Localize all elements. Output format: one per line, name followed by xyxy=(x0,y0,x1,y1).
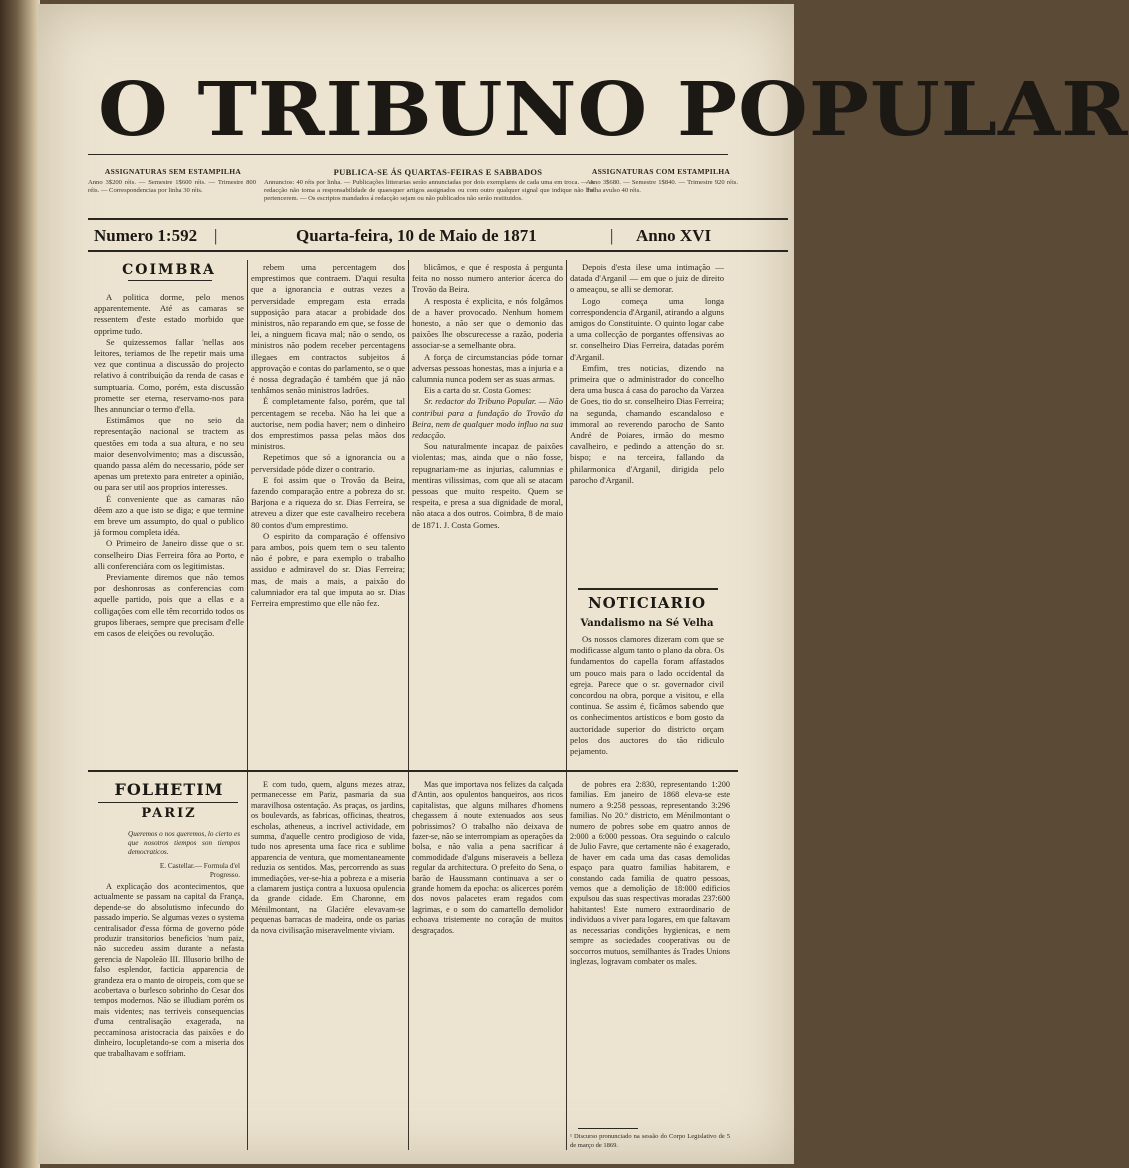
issue-rule-top xyxy=(88,218,788,220)
subscription-right-text: Anno 3$680. — Semestre 1$840. — Trimestre 920 réis. Folha avulso 40 réis. xyxy=(586,179,738,194)
issue-date: Quarta-feira, 10 de Maio de 1871 xyxy=(296,226,537,245)
masthead-title: O TRIBUNO POPULAR xyxy=(98,65,1129,153)
folhetim-col-4: de pobres era 2:830, representando 1:200 familias. Em janeiro de 1868 eleva-se este numero a 9:258 pessoas, representando 3:296 familias. No 20.º districto, em Ménilmontant o numero de pobres sobe em quatro annos de 2:000 a 6:000 pessoas. Ora seguindo o calculo de Julio Favre, que certamente não é exagerado, de haver em cada uma das casas demolidas espaço para quatro familias habitarem, e constando cada familia de quatro pessoas, vemos que a demolição de 18:000 edificios expulsou das suas respectivas moradas 237:600 habitantes! Este numero extraordinario de individuos a viver para logares, em que faltavam as necessarias condições hygienicas, e nem sempre as sociedades cooperativas ou de soccorros mutuos, semilhantes ás Trades Unions inglezas, logravam combater os males. xyxy=(570,780,730,966)
publication-days: PUBLICA-SE ÁS QUARTAS-FEIRAS E SABBADOS xyxy=(333,167,543,177)
epigraph-source: E. Castellar.— Formula d'el Progresso. xyxy=(159,862,240,879)
column-4-news-text: Os nossos clamores dizeram com que se modificasse algum tanto o plano da obra. Os fundamentos do capella foram affastados um pouco mais para o lado occidental da egreja. Parece que o sr. governador civil concordou na obra, porque a visitou, e ella continua. Se assim é, ficâmos sabendo que os conhecimentos artisticos e bom gosto da auctoridade superior do districto orçam pelos dos auctores do tão ridiculo pejamento. xyxy=(570,634,724,757)
issue-number: Numero 1:592 xyxy=(94,226,198,245)
newspaper-page: O TRIBUNO POPULAR ASSIGNATURAS SEM ESTAMPILHA Anno 3$200 réis. — Semestre 1$600 réis. — Trimestre 800 réis. — Correspondencias por linha 30 réis. PUBLICA-SE ÁS QUARTAS-FEIRAS E SABBADOS Annuncios: 40 réis por linha. — Publicações litterarias serão annunciadas por dois exemplares de cada uma em troca. — A redacção não toma a responsabilidade de quaesquer artigos assignados ou com outro qualquer signal que indique não lhe pertencerem. — Os escriptos mandados á redacção sejam ou não publicados não serão restituidos. ASSIGNATURAS COM ESTAMPILHA Anno 3$680. — Semestre 1$840. — Trimestre 920 réis. Folha avulso 40 réis. Numero 1:592 | Quarta-feira, 10 de Maio de 1871 | Anno XVI COIMBRA A politica dorme, pelo menos apparentemente. Até as camaras se ressentem d'este estado morbido que opprime tudo. Se quizessemos fallar 'nellas aos leitores, teriamos de lhe repetir mais uma vez que continua a discussão do projecto relativo á contribuição da renda de casas e sumptuaria. Como, porém, esta discussão promette ser eterna, reservamo-nos para lhes annunciar o termo d'ella. Estimâmos que no seio da representação nacional se tractem as questões em toda a sua altura, e no seu maior desenvolvimento; mas a discussão, quando passa além do necessario, póde ser apenas um pretexto para entreter a opinião, ou para ser util aos proprios interesses. É conveniente que as camaras não dêem azo a que isto se diga; e que termine em breve um assumpto, do qual o publico já formou completa idéa. O Primeiro de Janeiro disse que o sr. conselheiro Dias Ferreira fôra ao Porto, e alli conferenciára com os legitimistas. Previamente diremos que não temos por deshonrosas as conferencias com aquelle partido, pois que a ellas e a colligações com elle têm recorrido todos os grupos liberaes, sempre que precisam d'elle em casos de eleições ou revolução. rebem uma percentagem dos emprestimos que contraem. D'aqui resulta que a ignorancia e outras vezes a perversidade empregam esta errada supposição para atacar a probidade dos ministros, não reparando em que, se fosse de lei, a ninguem ficava mal; não o sendo, os ministros não podem receber percentagens illegaes em contractos subjeitos á approvação e contas do parlamento, se o que é nossa degradação é também que já não tenhâmos senão ministros ladrões. É completamente falso, porém, que tal percentagem se receba. Não ha lei que a auctorise, nem podia haver; nem o dinheiro dos emprestimos passa pelas mãos dos ministros. Repetimos que só a ignorancia ou a perversidade póde dizer o contrario. E foi assim que o Trovão da Beira, fazendo comparação entre a pobreza do sr. Barjona e a riqueza do sr. Dias Ferreira, se atreveu a dizer que este cavalheiro recebera 80 contos d'um emprestimo. O espirito da comparação é offensivo para ambos, pois quem tem o seu talento não é pobre, e para exemplo o trabalho assiduo e admiravel do sr. Dias Ferreira; mas, de mais a mais, a paixão do calumniador era tal que imputa ao sr. Dias Ferreira emprestimo que elle não fez. blicâmos, e que é resposta á pergunta feita no nosso numero anterior ácerca do Trovão da Beira. A resposta é explicita, e nós folgâmos de a haver provocado. Nenhum homem honesto, a não ser que o demonio das paixões lhe obscurecesse a razão, poderia associar-se a semelhante obra. A força de circumstancias póde tornar adversas pessoas honestas, mas a injuria e a calumnia nunca podem ser as suas armas. Eis a carta do sr. Costa Gomes: Sr. redactor do Tribuno Popular. — Não contribui para a fundação do Trovão da Beira, nem de qualquer modo influo na sua redacção. Sou naturalmente incapaz de paixões violentas; mas, ainda que o não fosse, repugnariam-me as injurias, calumnias e mentiras vilissimas, com que ali se atacam pessoas que muito respeito. Quem se respeita, e presa a sua dignidade de moral, não ataca a dos outros. Coimbra, 8 de maio de 1871. J. Costa Gomes. Depois d'esta ilese uma intimação — datada d'Arganil — em que o juiz de direito o ameaçou, se alli se demorar. Logo começa uma longa correspondencia d'Arganil, atirando a alguns amigos do Constituinte. O quinto logar cabe a uma collecção de porgantes offensivas ao sr. conselheiro Dias Ferreira, datadas porém d'Arganil. Emfim, tres noticias, dizendo na primeira que o administrador do concelho dera uma busca á casa do parocho da Varzea de Goes, tio do sr. conselheiro Dias Ferreira; na segunda, chamando escandaloso e immoral ao reverendo parocho de Santo André de Poiares, irmão do mesmo cavalheiro, e pedindo a attenção do sr. bispo; e na terceira, fallando da philarmonica d'Arganil, dirigida pelo parocho d'Arganil. NOTICIARIO Vandalismo na Sé Velha Os nossos clamores dizeram com que se modificasse algum tanto o plano da obra. Os fundamentos do capella foram affastados um pouco mais para o lado occidental da egreja. Parece que o sr. governador civil concordou na obra, porque a visitou, e ella continua. Se assim é, ficâmos sabendo que os conhecimentos artisticos e bom gosto da auctoridade superior do districto orçam pelos dos auctores do tão ridiculo pejamento. FOLHETIM PARIZ Queremos o nos queremos, lo cierto es que nosotros tiempos son tiempos democraticos. E. Castellar.— Formula d'el Progresso. A explicação dos acontecimentos, que actualmente se passam na capital da França, depende-se do absolutismo infecundo do passado imperio. Se algumas vezes o systema centralisador d'essa fórma de governo póde produzir transitorios beneficios 'num paiz, não succedeu assim durante a nefasta gerencia de Napoleão III. Illusorio brilho de falso esplendor, facticia apparencia de grandeza era o manto de oiropeis, com que se acobertava o burlesco sobrinho do Cesar dos tempos modernos. Não se illudiam porém os mais videntes; nas terriveis consequencias d'uma centralisação exagerada, na peccaminosa aristocracia das paixões e do dinheiro, locupletando-se com a miseria dos que trabalhavam e soffriam. E com tudo, quem, alguns mezes atraz, permanecesse em Pariz, pasmaria da sua maravilhosa ostentação. As praças, os jardins, os boulevards, as fabricas, officinas, theatros, escholas, atheneus, a incrivel actividade, em summa, d'aquelle centro prodigioso de vida, tudo nos apresenta uma face rica e sublime apparencia de ventura, que momentaneamente reduzia os sentidos. Mas, percorrendo as suas immediações, ver-se-hia a pobreza e a miseria a clamarem justiça contra a luxuosa opulencia da grande cidade. Em Charonne, em Ménilmontant, na Glaciére elevavam-se pequenas barracas de madeira, onde os parias da nova civilisação miseravelmente viviam. Mas que importava nos felizes da calçada d'Antin, aos opulentos banqueiros, aos ricos capitalistas, que alguns milhares d'homens chegassem á noute extenuados aos seus pobrissimos? O trabalho não deixava de fazer-se, não se interrompiam as operações da bolsa, e não valia a pena sacrificar á commodidade d'alguns miseraveis a belleza regular da architectura. O prefeito do Sena, o barão de Haussmann continuava a ser o grande homem da epocha: os alicerces porém dos novos palacetes eram regados com lagrimas, e o som do camartello demolidor echoava tristemente no coração de muitos desgraçados. de pobres era 2:830, representando 1:200 familias. Em janeiro de 1868 eleva-se este numero a 9:258 pessoas, representando 3:296 familias. No 20.º districto, em Ménilmontant o numero de pobres sobe em quatro annos de 2:000 a 6:000 pessoas. Ora seguindo o calculo de Julio Favre, que certamente não é exagerado, de haver em cada uma das casas demolidas espaço para quatro familias habitarem, e constando cada familia de quatro pessoas, vemos que a demolição de 18:000 edificios expulsou das suas respectivas moradas 237:600 habitantes! Este numero extraordinario de individuos a viver para logares, em que faltavam as necessarias condições hygienicas, e nem sempre as sociedades cooperativas ou de soccorros mutuos, semilhantes ás Trades Unions inglezas, logravam combater os males. ¹ Discurso pronunciado na sessão do Corpo Legislativo de 5 de março de 1869. xyxy=(38,4,794,1164)
masthead-rule xyxy=(88,154,728,155)
column-1-text: A politica dorme, pelo menos apparentemente. Até as camaras se ressentem d'este estado morbido que opprime tudo. Se quizessemos fallar 'nellas aos leitores, teriamos de lhe repetir mais uma vez que continua a discussão do projecto relativo á contribuição da renda de casas e sumptuaria. Como, porém, esta discussão promette ser eterna, reservamo-nos para lhes annunciar o termo d'ella. Estimâmos que no seio da representação nacional se tractem as questões em toda a sua altura, e no seu maior desenvolvimento; mas a discussão, quando passa além do necessario, póde ser apenas um pretexto para entreter a opinião, ou para ser util aos proprios interesses. É conveniente que as camaras não dêem azo a que isto se diga; e que termine em breve um assumpto, do qual o publico já formou completa idéa. O Primeiro de Janeiro disse que o sr. conselheiro Dias Ferreira fôra ao Porto, e alli conferenciára com os legitimistas. Previamente diremos que não temos por deshonrosas as conferencias com aquelle partido, pois que a ellas e a colligações com elle têm recorrido todos os grupos liberaes, sempre que precisam d'elle em casos de eleições ou revolução. xyxy=(94,292,244,639)
issue-year: Anno XVI xyxy=(636,226,712,245)
issue-rule-bottom xyxy=(88,250,788,252)
section-coimbra: COIMBRA xyxy=(122,262,216,278)
advertising-terms: Annuncios: 40 réis por linha. — Publicações litterarias serão annunciadas por dois exemplares de cada uma em troca. — A redacção não toma a responsabilidade de quaesquer artigos assignados ou com outro qualquer signal que indique não lhe pertencerem. — Os escriptos mandados á redacção sejam ou não publicados não serão restituidos. xyxy=(264,179,594,202)
column-4-text: Depois d'esta ilese uma intimação — datada d'Arganil — em que o juiz de direito o ameaçou, se alli se demorar. Logo começa uma longa correspondencia d'Arganil, atirando a alguns amigos do Constituinte. O quinto logar cabe a uma collecção de porgantes offensivas ao sr. conselheiro Dias Ferreira, datadas porém d'Arganil. Emfim, tres noticias, dizendo na primeira que o administrador do concelho dera uma busca á casa do parocho da Varzea de Goes, tio do sr. conselheiro Dias Ferreira; na segunda, chamando escandaloso e immoral ao reverendo parocho de Santo André de Poiares, irmão do mesmo cavalheiro, e pedindo a attenção do sr. bispo; e na terceira, fallando da philarmonica d'Arganil, dirigida pelo parocho d'Arganil. xyxy=(570,262,724,485)
subscription-left-heading: ASSIGNATURAS SEM ESTAMPILHA xyxy=(104,167,242,176)
noticiario-subheading: Vandalismo na Sé Velha xyxy=(580,618,714,629)
column-3-text: blicâmos, e que é resposta á pergunta feita no nosso numero anterior ácerca do Trovão da Beira. A resposta é explicita, e nós folgâmos de a haver provocado. Nenhum homem honesto, a não ser que o demonio das paixões lhe obscurecesse a razão, poderia associar-se a semelhante obra. A força de circumstancias póde tornar adversas pessoas honestas, mas a injuria e a calumnia nunca podem ser as suas armas. Eis a carta do sr. Costa Gomes: Sr. redactor do Tribuno Popular. — Não contribui para a fundação do Trovão da Beira, nem de qualquer modo influo na sua redacção. Sou naturalmente incapaz de paixões violentas; mas, ainda que o não fosse, repugnariam-me as injurias, calumnias e mentiras vilissimas, com que ali se atacam pessoas que muito respeito. Quem se respeita, e presa a sua dignidade de moral, não ataca a dos outros. Coimbra, 8 de maio de 1871. J. Costa Gomes. xyxy=(412,262,563,530)
section-noticiario: NOTICIARIO xyxy=(587,594,707,612)
folhetim-col-3: Mas que importava nos felizes da calçada d'Antin, aos opulentos banqueiros, aos ricos capitalistas, que alguns milhares d'homens chegassem á noute extenuados aos seus pobrissimos? O trabalho não deixava de fazer-se, não se interrompiam as operações da bolsa, e não valia a pena sacrificar á commodidade d'alguns miseraveis a belleza regular da architectura. O prefeito do Sena, o barão de Haussmann continuava a ser o grande homem da epocha: os alicerces porém dos novos palacetes eram regados com lagrimas, e o som do camartello demolidor echoava tristemente no coração de muitos desgraçados. xyxy=(412,780,563,935)
folhetim-col-2: E com tudo, quem, alguns mezes atraz, permanecesse em Pariz, pasmaria da sua maravilhosa ostentação. As praças, os jardins, os boulevards, as fabricas, officinas, theatros, escholas, atheneus, a incrivel actividade, em summa, d'aquelle centro prodigioso de vida, tudo nos apresenta uma face rica e sublime apparencia de ventura, que momentaneamente reduzia os sentidos. Mas, percorrendo as suas immediações, ver-se-hia a pobreza e a miseria a clamarem justiça contra a luxuosa opulencia da grande cidade. Em Charonne, em Ménilmontant, na Glaciére elevavam-se pequenas barracas de madeira, onde os parias da nova civilisação miseravelmente viviam. xyxy=(251,780,405,935)
folhetim-title: PARIZ xyxy=(141,806,197,821)
section-folhetim: FOLHETIM xyxy=(114,780,224,799)
book-binding xyxy=(0,0,40,1168)
folhetim-col-1: A explicação dos acontecimentos, que actualmente se passam na capital da França, depende-se do absolutismo infecundo do passado imperio. Se algumas vezes o systema centralisador d'essa fórma de governo póde produzir transitorios beneficios 'num paiz, não succedeu assim durante a nefasta gerencia de Napoleão III. Illusorio brilho de falso esplendor, facticia apparencia de grandeza era o manto de oiropeis, com que se acobertava o burlesco sobrinho do Cesar dos tempos modernos. Não se illudiam porém os mais videntes; nas terriveis consequencias d'uma centralisação exagerada, na peccaminosa aristocracia das paixões e do dinheiro, locupletando-se com a miseria dos que trabalhavam e soffriam. xyxy=(94,882,244,1058)
epigraph: Queremos o nos queremos, lo cierto es que nosotros tiempos son tiempos democraticos. xyxy=(128,830,240,856)
subscription-right-heading: ASSIGNATURAS COM ESTAMPILHA xyxy=(591,167,731,176)
footnote: ¹ Discurso pronunciado na sessão do Corpo Legislativo de 5 de março de 1869. xyxy=(570,1133,730,1149)
column-2-text: rebem uma percentagem dos emprestimos que contraem. D'aqui resulta que a ignorancia e outras vezes a perversidade empregam esta errada supposição para atacar a probidade dos ministros, não reparando em que, se fosse de lei, a ninguem ficava mal; não o sendo, os ministros não podem receber percentagens illegaes em contractos subjeitos á approvação e contas do parlamento, se o que é nossa degradação é também que já não tenhâmos senão ministros ladrões. É completamente falso, porém, que tal percentagem se receba. Não ha lei que a auctorise, nem podia haver; nem o dinheiro dos emprestimos passa pelas mãos dos ministros. Repetimos que só a ignorancia ou a perversidade póde dizer o contrario. E foi assim que o Trovão da Beira, fazendo comparação entre a pobreza do sr. Barjona e a riqueza do sr. Dias Ferreira, se atreveu a dizer que este cavalheiro recebera 80 contos d'um emprestimo. O espirito da comparação é offensivo para ambos, pois quem tem o seu talento não é pobre, e para exemplo o trabalho assiduo e admiravel do sr. Dias Ferreira; mas, de mais a mais, a paixão do calumniador era tal que imputa ao sr. Dias Ferreira emprestimo que elle não fez. xyxy=(251,262,405,609)
subscription-left-text: Anno 3$200 réis. — Semestre 1$600 réis. — Trimestre 800 réis. — Correspondencias por linha 30 réis. xyxy=(88,179,256,194)
